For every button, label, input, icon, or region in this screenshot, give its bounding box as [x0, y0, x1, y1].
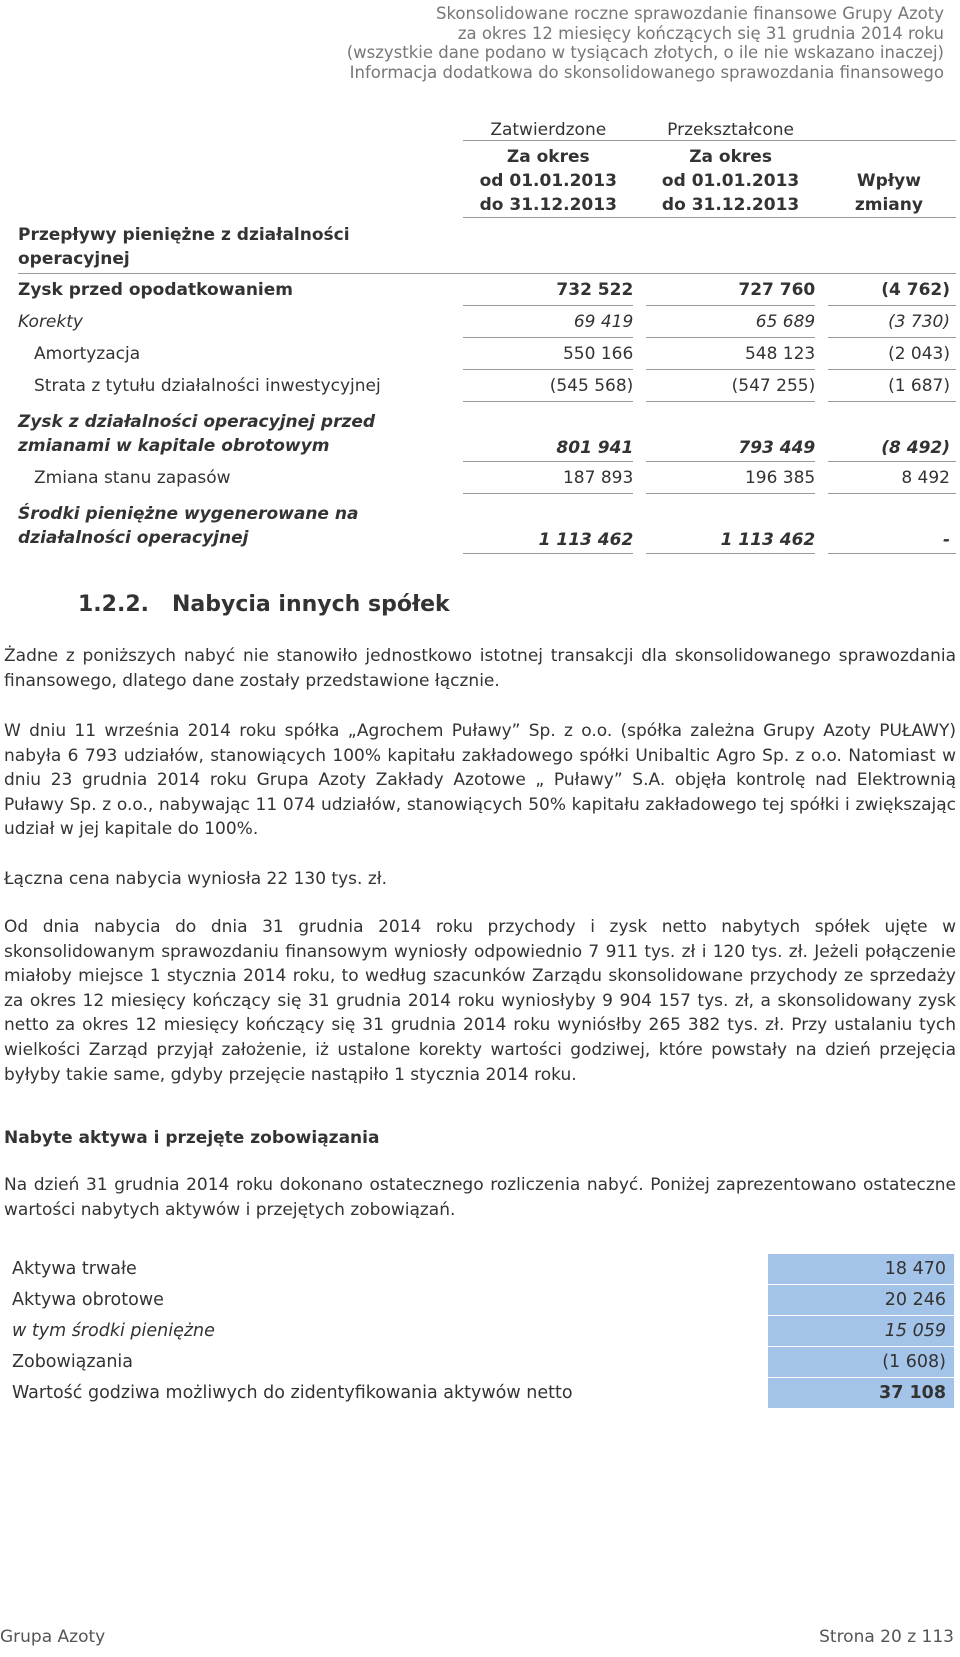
table-row: Zobowiązania (1 608): [4, 1347, 954, 1378]
section-title: Przepływy pieniężne z działalności operacyjnej: [18, 225, 350, 269]
paragraph: W dniu 11 września 2014 roku spółka „Agrochem Puławy” Sp. z o.o. (spółka zależna Grupy Azoty PUŁAWY) nabyła 6 793 udziałów, stanowiących 100% kapitału zakładowego spółki Unibaltic Agro Sp. z o.o. Natomiast w dniu 23 grudnia 2014 roku Grupa Azoty Zakłady Azotowe „ Puławy” S.A. objęła kontrolę nad Elektrownią Puławy Sp. z o.o., nabywając 11 074 udziałów, stanowiących 50% kapitału zakładowego tej spółki i zwiększając udział w jej kapitale do 100%.: [4, 721, 956, 840]
subheading: Nabyte aktywa i przejęte zobowiązania: [4, 1128, 380, 1148]
page-number: Strona 20 z 113: [819, 1627, 954, 1647]
table-row: Aktywa trwałe 18 470: [4, 1254, 954, 1285]
col2-header: Za okres od 01.01.2013 do 31.12.2013: [646, 140, 815, 217]
acquired-assets-table: [4, 1254, 954, 1409]
paragraph: Od dnia nabycia do dnia 31 grudnia 2014 roku przychody i zysk netto nabytych spółek ujęte w skonsolidowanym sprawozdaniu finansowym wyniosły odpowiednio 7 911 tys. zł i 120 tys. zł. Jeżeli połączenie miałoby miejsce 1 stycznia 2014 roku, to według szacunków Zarządu skonsolidowane przychody ze sprzedaży za okres 12 miesięcy kończący się 31 grudnia 2014 roku wyniosłyby 9 904 157 tys. zł, a skonsolidowany zysk netto za okres 12 miesięcy kończący się 31 grudnia 2014 roku wyniósłby 265 382 tys. zł. Przy ustalaniu tych wielkości Zarząd przyjął założenie, iż ustalone korekty wartości godziwej, które powstały na dzień przejęcia byłyby takie same, gdyby przejęcie nastąpiło 1 stycznia 2014 roku.: [4, 917, 956, 1085]
cash-flow-table: [18, 108, 956, 554]
section-title: Nabycia innych spółek: [171, 592, 450, 617]
table-row: Korekty 69 419 65 689 (3 730): [18, 306, 956, 338]
col1-header: Za okres od 01.01.2013 do 31.12.2013: [463, 140, 633, 217]
paragraph: Żadne z poniższych nabyć nie stanowiło jednostkowo istotnej transakcji dla skonsolidowanego sprawozdania finansowego, dlatego dane zostały przedstawione łącznie.: [4, 646, 956, 691]
document-header: [124, 4, 944, 82]
col-group-approved: Zatwierdzone: [463, 108, 633, 140]
header-line: Skonsolidowane roczne sprawozdanie finansowe Grupy Azoty: [435, 4, 944, 23]
section-number: 1.2.2.: [78, 592, 149, 617]
paragraph: Na dzień 31 grudnia 2014 roku dokonano ostatecznego rozliczenia nabyć. Poniżej zaprezentowano ostateczne wartości nabytych aktywów i przejętych zobowiązań.: [4, 1175, 956, 1220]
table-row: Środki pieniężne wygenerowane na działalności operacyjnej 1 113 462 1 113 462 -: [18, 494, 956, 554]
header-line: (wszystkie dane podano w tysiącach złotych, o ile nie wskazano inaczej): [346, 43, 944, 62]
col3-header: Wpływ zmiany: [828, 140, 956, 217]
footer-company: Grupa Azoty: [0, 1627, 106, 1647]
table-row: Aktywa obrotowe 20 246: [4, 1285, 954, 1316]
table-row: Strata z tytułu działalności inwestycyjnej (545 568) (547 255) (1 687): [18, 370, 956, 402]
table-row: Zysk przed opodatkowaniem 732 522 727 760 (4 762): [18, 274, 956, 306]
table-row: Amortyzacja 550 166 548 123 (2 043): [18, 338, 956, 370]
col-group-restated: Przekształcone: [646, 108, 815, 140]
header-line: za okres 12 miesięcy kończących się 31 grudnia 2014 roku: [457, 23, 944, 43]
header-line: Informacja dodatkowa do skonsolidowanego sprawozdania finansowego: [349, 62, 944, 82]
section-heading: [78, 592, 450, 617]
table-row: w tym środki pieniężne 15 059: [4, 1316, 954, 1347]
table-row: Wartość godziwa możliwych do zidentyfikowania aktywów netto 37 108: [4, 1378, 954, 1409]
table-row: Zmiana stanu zapasów 187 893 196 385 8 492: [18, 462, 956, 494]
paragraph: Łączna cena nabycia wyniosła 22 130 tys. zł.: [4, 869, 387, 889]
table-row: Zysk z działalności operacyjnej przed zmianami w kapitale obrotowym 801 941 793 449 (8 492): [18, 402, 956, 462]
